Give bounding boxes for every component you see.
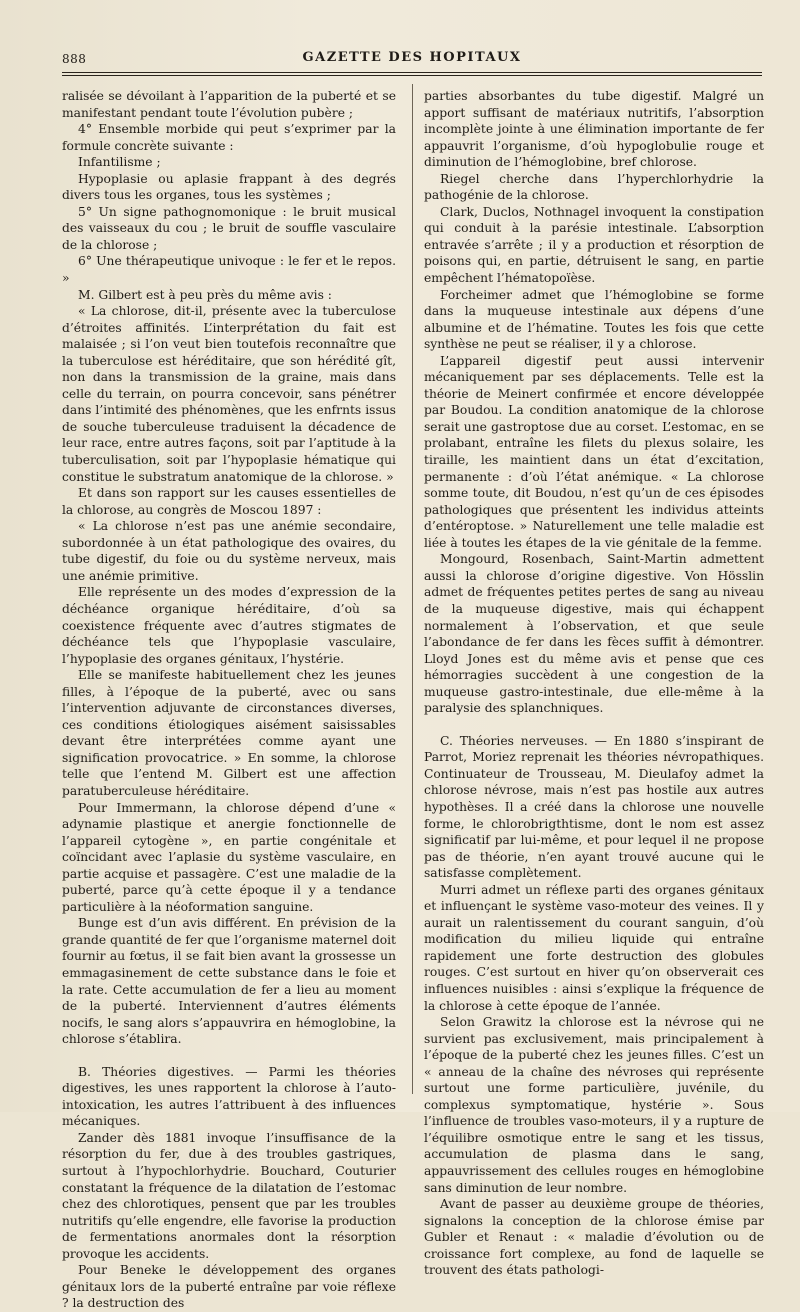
header-rule-double (62, 75, 762, 76)
paragraph: 6° Une thérapeutique univoque : le fer et le repos. » (62, 254, 396, 286)
left-column (62, 88, 396, 1312)
paragraph: Avant de passer au deuxième groupe de théories, signalons la conception de la chlorose émise par Gubler et Renaut : « maladie d’évolution ou de croissance fort complexe, au fond de laquelle se trouvent des états pathologi- (424, 1197, 764, 1278)
paragraph: Mongourd, Rosenbach, Saint-Martin admettent aussi la chlorose d’origine digestive. Von Hösslin admet de fréquentes petites pertes de sang au niveau de la muqueuse digestive, mais qui échappent normalement à l’observation, et que seule l’abondance de fer dans les fèces suffit à démontrer. Lloyd Jones est du même avis et pense que ces hémorragies succèdent à une congestion de la muqueuse gastro-intestinale, due elle-même à la paralysie des splanchniques. (424, 552, 764, 716)
paragraph: Forcheimer admet que l’hémoglobine se forme dans la muqueuse intestinale aux dépens d’une albumine et de l’hématine. Toutes les fois que cette synthèse ne peut se réaliser, il y a chlorose. (424, 287, 764, 352)
paragraph: « La chlorose, dit-il, présente avec la tuberculose d’étroites affinités. L’interprétation du fait est malaisée ; si l’on veut bien toutefois reconnaître que la tuberculose est héréditaire, que son hérédité gît, non dans la transmission de la graine, mais dans celle du terrain, on pourra concevoir, sans pénétrer dans l’intimité des phénomènes, que les enfrnts issus de souche tuberculeuse traduisent la décadence de leur race, entre autres façons, soit par l’aptitude à la tuberculisation, soit par l’hypoplasie hématique qui constitue le substratum anatomique de la chlorose. » (62, 304, 396, 484)
paragraph: Riegel cherche dans l’hyperchlorhydrie la pathogénie de la chlorose. (424, 171, 764, 203)
paragraph: « La chlorose n’est pas une anémie secondaire, subordonnée à un état pathologique des ovaires, du tube digestif, du foie ou du système nerveux, mais une anémie primitive. (62, 519, 396, 583)
journal-title: GAZETTE DES HOPITAUX (302, 50, 522, 65)
paragraph: ralisée se dévoilant à l’apparition de la puberté et se manifestant pendant toute l’évolution pubère ; (62, 89, 396, 120)
page-header (62, 40, 762, 80)
paragraph: Hypoplasie ou aplasie frappant à des degrés divers tous les organes, tous les systèmes ; (62, 171, 396, 203)
paragraph: Pour Immermann, la chlorose dépend d’une « adynamie plastique et anergie fonctionnelle de l’appareil cytogène », en partie congénitale et coïncidant avec l’aplasie du système vasculaire, en partie acquise et passagère. C’est une maladie de la puberté, parce qu’à cette époque il y a tendance particulière à la néoformation sanguine. (62, 800, 396, 914)
paragraph: M. Gilbert est à peu près du même avis : (78, 287, 332, 302)
column-divider (412, 84, 413, 1094)
paragraph: Elle représente un des modes d’expression de la déchéance organique héréditaire, d’où sa coexistence fréquente avec d’autres stigmates de déchéance tels que l’hypoplasie vasculaire, l’hypoplasie des organes génitaux, l’hystérie. (62, 585, 396, 666)
page-number: 888 (62, 52, 87, 66)
paragraph: 4° Ensemble morbide qui peut s’exprimer par la formule concrète suivante : (62, 122, 396, 153)
paragraph: L’appareil digestif peut aussi intervenir mécaniquement par ses déplacements. Telle est la théorie de Meinert confirmée et encore développée par Boudou. La condition anatomique de la chlorose serait une gastroptose due au corset. L’estomac, en se prolabant, entraîne les filets du plexus solaire, les tiraille, les maintient dans un état d’excitation, permanente : d’où l’état anémique. « La chlorose somme toute, dit Boudou, n’est qu’un de ces épisodes pathologiques que présentent les individus atteints d’entéroptose. » Naturellement une telle maladie est liée à toutes les étapes de la vie génitale de la femme. (424, 353, 764, 550)
right-column (424, 88, 764, 1279)
paragraph: Murri admet un réflexe parti des organes génitaux et influençant le système vaso-moteur des veines. Il y aurait un ralentissement du courant sanguin, d’où modification du milieu liquide qui entraîne rapidement une forte destruction des globules rouges. C’est surtout en hiver qu’on observerait ces influences nuisibles : ainsi s’explique la fréquence de la chlorose à cette époque de l’année. (424, 882, 764, 1013)
paragraph: 5° Un signe pathognomonique : le bruit musical des vaisseaux du cou ; le bruit de souffle vasculaire de la chlorose ; (62, 204, 396, 252)
paragraph: parties absorbantes du tube digestif. Malgré un apport suffisant de matériaux nutritifs, l’absorption incomplète jointe à une élimination importante de fer appauvrit l’organisme, d’où hypoglobulie rouge et diminution de l’hémoglobine, bref chlorose. (424, 89, 764, 170)
paragraph: Elle se manifeste habituellement chez les jeunes filles, à l’époque de la puberté, avec ou sans l’intervention adjuvante de circonstances diverses, ces conditions étiologiques aisément saisissables devant être interprétées comme ayant une signification provocatrice. » En somme, la chlorose telle que l’entend M. Gilbert est une affection paratuberculeuse héréditaire. (62, 668, 396, 798)
paragraph: Bunge est d’un avis différent. En prévision de la grande quantité de fer que l’organisme maternel doit fournir au fœtus, il se fait bien avant la grossesse un emmagasinement de cette substance dans le foie et la rate. Cette accumulation de fer a lieu au moment de la puberté. Interviennent d’autres éléments nocifs, le sang alors s’appauvrira en hémoglobine, la chlorose s’établira. (62, 916, 396, 1047)
paragraph: Et dans son rapport sur les causes essentielles de la chlorose, au congrès de Moscou 1897 : (62, 486, 396, 517)
paragraph: Infantilisme ; (78, 155, 161, 170)
paragraph: B. Théories digestives. — Parmi les théories digestives, les unes rapportent la chlorose à l’auto-intoxication, les autres l’attribuent à des influences mécaniques. (62, 1064, 396, 1129)
paragraph: Zander dès 1881 invoque l’insuffisance de la résorption du fer, due à des troubles gastriques, surtout à l’hypochlorhydrie. Bouchard, Couturier constatant la fréquence de la dilatation de l’estomac chez des chlorotiques, pensent que par les troubles nutritifs qu’elle engendre, elle favorise la production de fermentations anormales dont la résorption provoque les accidents. (62, 1130, 396, 1261)
paragraph: Pour Beneke le développement des organes génitaux lors de la puberté entraîne par voie réflexe ? la destruction des (62, 1263, 396, 1311)
paragraph: Clark, Duclos, Nothnagel invoquent la constipation qui conduit à la parésie intestinale. L’absorption entravée s’arrête ; il y a production et résorption de poisons qui, en partie, détruisent le sang, en partie empêchent l’hématopoïèse. (424, 204, 764, 286)
paragraph: C. Théories nerveuses. — En 1880 s’inspirant de Parrot, Moriez reprenait les théories névropathiques. Continuateur de Trousseau, M. Dieulafoy admet la chlorose névrose, mais n’est pas hostile aux autres hypothèses. Il a créé dans la chlorose une nouvelle forme, le chlorobrigthtisme, dont le nom est assez significatif par lui-même, et pour lequel il ne propose pas de théorie, n’en ayant trouvé aucune qui le satisfasse complètement. (424, 733, 764, 881)
paragraph: Selon Grawitz la chlorose est la névrose qui ne survient pas exclusivement, mais principalement à l’époque de la puberté chez les jeunes filles. C’est un « anneau de la chaîne des névroses qui représente surtout une forme particulière, juvénile, du complexus symptomatique, hystérie ». Sous l’influence de troubles vaso-moteurs, il y a rupture de l’équilibre osmotique entre le sang et les tissus, accumulation de plasma dans le sang, appauvrissement des cellules rouges en hémoglobine sans diminution de leur nombre. (424, 1015, 764, 1195)
header-rule (62, 72, 762, 73)
